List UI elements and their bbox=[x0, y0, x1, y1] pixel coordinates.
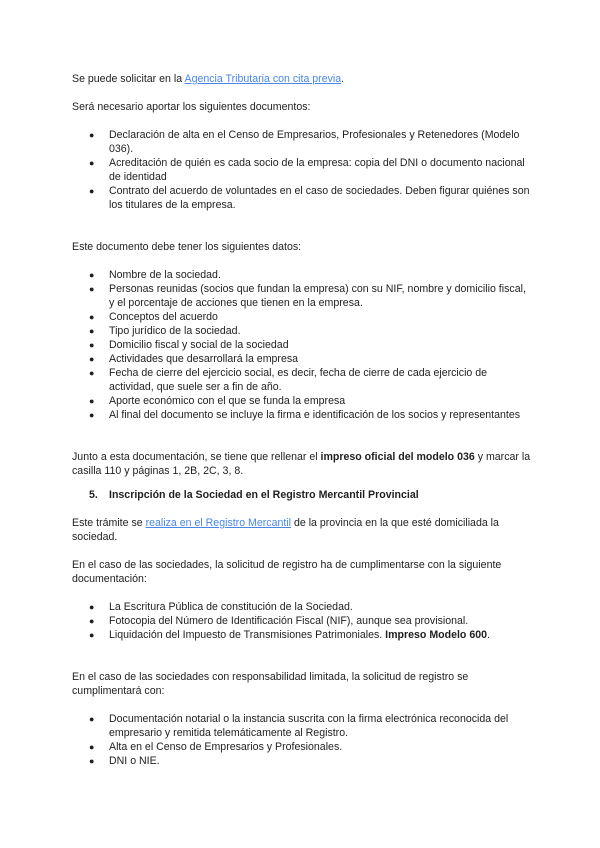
bullet-icon: ● bbox=[89, 630, 95, 640]
list-item: ● Aporte económico con el que se funda la empresa bbox=[89, 395, 346, 407]
paragraph-documentos: Será necesario aportar los siguientes documentos: bbox=[72, 101, 311, 113]
list-item: ● Contrato del acuerdo de voluntades en el caso de sociedades. Deben figurar quiénes son los titulares de la empresa. bbox=[89, 185, 530, 211]
list-item: ● Al final del documento se incluye la firma e identificación de los socios y representantes bbox=[89, 409, 521, 421]
list-item: ● DNI o NIE. bbox=[89, 755, 160, 767]
bullet-icon: ● bbox=[89, 186, 95, 196]
data-list bbox=[72, 268, 532, 422]
bullet-icon: ● bbox=[89, 312, 95, 322]
section-heading: 5. Inscripción de la Sociedad en el Registro Mercantil Provincial bbox=[89, 489, 419, 501]
bullet-icon: ● bbox=[89, 396, 95, 406]
list-item: ● La Escritura Pública de constitución de la Sociedad. bbox=[89, 601, 353, 613]
list-item: ● Nombre de la sociedad. bbox=[89, 269, 221, 281]
bullet-icon: ● bbox=[89, 326, 95, 336]
list-item: ● Conceptos del acuerdo bbox=[89, 311, 218, 323]
bullet-icon: ● bbox=[89, 756, 95, 766]
list-item: ● Tipo jurídico de la sociedad. bbox=[89, 325, 241, 337]
list-item: ● Actividades que desarrollará la empresa bbox=[89, 353, 299, 365]
bullet-icon: ● bbox=[89, 714, 95, 724]
list-item: ● Fotocopia del Número de Identificación Fiscal (NIF), aunque sea provisional. bbox=[89, 615, 469, 627]
bullet-icon: ● bbox=[89, 270, 95, 280]
paragraph-sociedades: En el caso de las sociedades, la solicitud de registro ha de cumplimentarse con la siguiente documentación: bbox=[72, 559, 502, 585]
paragraph-registro: Este trámite se realiza en el Registro Mercantil de la provincia en la que esté domiciliada la sociedad. bbox=[72, 517, 499, 543]
list-item: ● Domicilio fiscal y social de la sociedad bbox=[89, 339, 289, 351]
list-item: ● Acreditación de quién es cada socio de la empresa: copia del DNI o documento nacional de identidad bbox=[89, 157, 525, 183]
bullet-icon: ● bbox=[89, 742, 95, 752]
documents-list bbox=[72, 128, 532, 212]
list-item: ● Declaración de alta en el Censo de Empresarios, Profesionales y Retenedores (Modelo 036). bbox=[89, 129, 520, 155]
list-item: ● Fecha de cierre del ejercicio social, es decir, fecha de cierre de cada ejercicio de actividad, que suele ser a fin de año. bbox=[89, 367, 488, 393]
paragraph-modelo-036: Junto a esta documentación, se tiene que rellenar el impreso oficial del modelo 036 y marcar la casilla 110 y páginas 1, 2B, 2C, 3, 8. bbox=[72, 451, 531, 477]
paragraph-datos: Este documento debe tener los siguientes datos: bbox=[72, 241, 302, 253]
bullet-icon: ● bbox=[89, 410, 95, 420]
bullet-icon: ● bbox=[89, 158, 95, 168]
bullet-icon: ● bbox=[89, 340, 95, 350]
registro-mercantil-link[interactable]: realiza en el Registro Mercantil bbox=[145, 517, 292, 529]
paragraph-sl: En el caso de las sociedades con responsabilidad limitada, la solicitud de registro se cumplimentará con: bbox=[72, 671, 469, 697]
list-item: ● Liquidación del Impuesto de Transmisiones Patrimoniales. Impreso Modelo 600. bbox=[89, 629, 490, 641]
sl-docs-list bbox=[72, 712, 532, 768]
agencia-tributaria-link[interactable]: Agencia Tributaria con cita previa bbox=[184, 73, 342, 85]
bullet-icon: ● bbox=[89, 284, 95, 294]
paragraph-agencia: Se puede solicitar en la Agencia Tributaria con cita previa. bbox=[72, 73, 345, 85]
registry-docs-list bbox=[72, 600, 532, 642]
list-item: ● Personas reunidas (socios que fundan la empresa) con su NIF, nombre y domicilio fiscal, y el porcentaje de acciones que tienen en la empresa. bbox=[89, 283, 526, 309]
bullet-icon: ● bbox=[89, 616, 95, 626]
document-body bbox=[72, 72, 532, 768]
list-item: ● Documentación notarial o la instancia suscrita con la firma electrónica reconocida del empresario y remitida telemáticamente al Registro. bbox=[89, 713, 509, 739]
bullet-icon: ● bbox=[89, 130, 95, 140]
bullet-icon: ● bbox=[89, 602, 95, 612]
bullet-icon: ● bbox=[89, 368, 95, 378]
list-item: ● Alta en el Censo de Empresarios y Profesionales. bbox=[89, 741, 343, 753]
bullet-icon: ● bbox=[89, 354, 95, 364]
